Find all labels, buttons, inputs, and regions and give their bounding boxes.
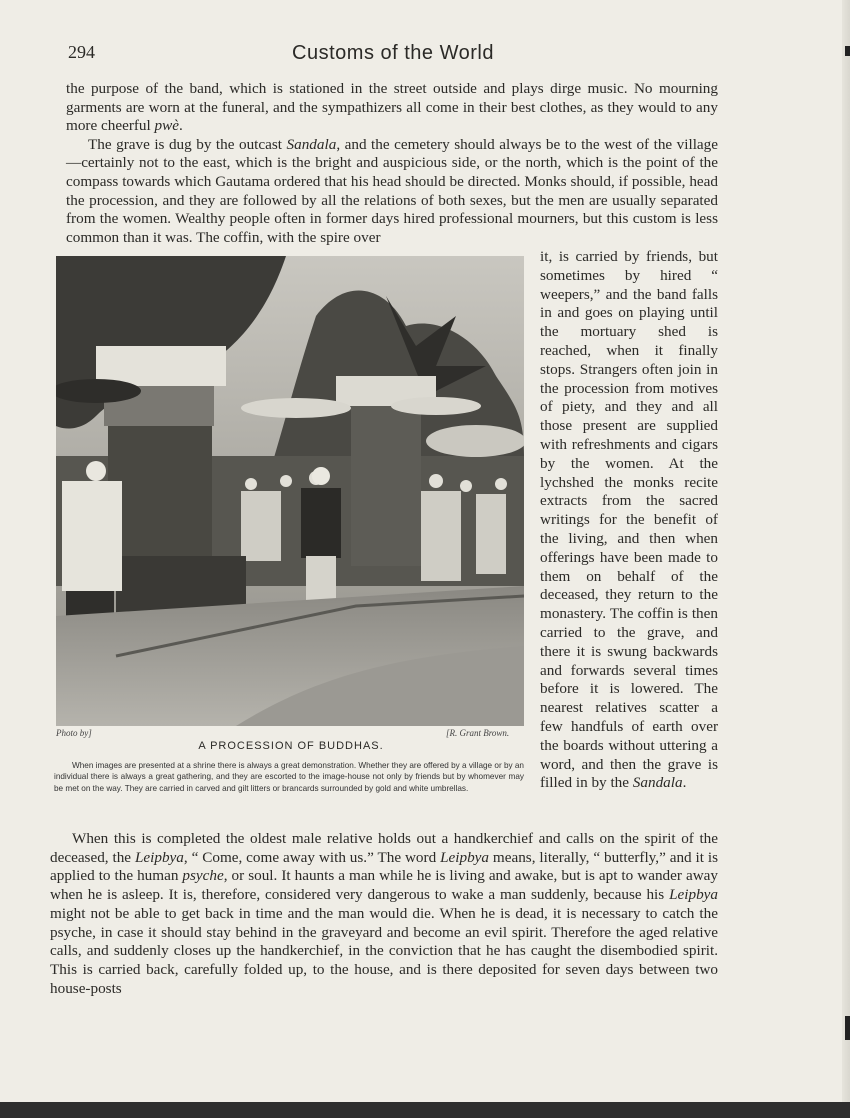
photo-credit-left: Photo by] (56, 728, 92, 738)
page-edge (842, 0, 850, 1102)
text-run: means, literally, “ butterfly,” and it is applied to the human (50, 848, 718, 885)
bottom-text-block (50, 830, 718, 998)
text-run: . (682, 774, 687, 792)
italic-term: psyche (182, 867, 224, 885)
paragraph-procession (540, 248, 718, 793)
procession-photo-illustration (56, 256, 524, 726)
edge-mark (845, 1016, 850, 1040)
italic-term: Sandala (632, 774, 683, 792)
italic-term: Leipbya (669, 886, 718, 904)
running-title: Customs of the World (292, 42, 494, 64)
top-text-block (66, 80, 718, 247)
text-run: , or soul. It haunts a man while he is living and awake, but is apt to wander away when he is asleep. It is, therefore, considered very dangerous to wake a man suddenly, because his (50, 867, 718, 904)
paragraph-grave (66, 136, 718, 248)
text-run: might not be able to get back in time and the man would die. When he is dead, it is necessary to catch the psyche, in case it should stay behind in the graveyard and become an evil spirit. Therefore the aged relative calls, and suddenly closes up the handkerchief, in the conviction that he has caught the disembodied spirit. This is carried back, carefully folded up, to the house, and is there deposited for seven days between two house-posts (50, 904, 718, 997)
figure-caption: When images are presented at a shrine there is always a great demonstration. Whether they are offered by a village or by an individual there is always a great gathering, and they are escorted to the image-house not only by friends but by whomever may be met on the way. They are carried in carved and gilt litters or brancards surrounded by gold and white umbrellas. (54, 761, 524, 793)
italic-term: Leipbya (134, 848, 184, 866)
scan-bottom-bar (0, 1102, 850, 1118)
paragraph-continued (66, 80, 718, 136)
photo-credit-right: [R. Grant Brown. (446, 728, 510, 738)
text-run: it, is carried by friends, but sometimes by hired “ weepers,” and the band falls in and goes on playing until the mortuary shed is reached, when it finally stops. Strangers often join in the procession from motives of piety, and they and all those present are supplied with refreshments and cigars by the women. At the lychshed the monks recite extracts from the sacred writings for the benefit of the living, and then when offerings have been made to them on behalf of the deceased, they return to the monastery. The coffin is then carried to the grave, and there it is swung backwards and forwards several times before it is lowered. The nearest relatives scatter a few handfuls of earth over the boards without uttering a word, and then the grave is filled in by the (540, 248, 718, 792)
text-run: . (179, 117, 183, 135)
text-run: the purpose of the band, which is stationed in the street outside and plays dirge music. No mourning garments are worn at the funeral, and the sympathizers all come in their best clothes, as they would to any more cheerful (66, 80, 718, 135)
figure-title: A PROCESSION OF BUDDHAS. (198, 740, 384, 752)
procession-photo (56, 256, 524, 726)
text-run: The grave is dug by the outcast (88, 135, 287, 153)
text-run: , and the cemetery should always be to the west of the village—certainly not to the east, which is the bright and auspicious side, or the north, which is the point of the compass towards which Gautama ordered that his head should be directed. Monks should, if possible, head the procession, and they are followed by all the relations of both sexes, but the men are usually separated from the women. Wealthy people often in former days hired professional mourners, but this custom is less common than it was. The coffin, with the spire over (66, 135, 718, 246)
procession-figure (56, 256, 526, 726)
italic-term: pwè (154, 117, 180, 135)
paragraph-leipbya (50, 830, 718, 998)
italic-term: Sandala (286, 135, 337, 153)
text-run: When this is completed the oldest male relative holds out a handkerchief and calls on the spirit of the deceased, the (50, 830, 718, 866)
text-run: , “ Come, come away with us.” The word (183, 848, 441, 866)
page-number: 294 (68, 42, 95, 62)
edge-mark (845, 46, 850, 56)
page-header (66, 38, 720, 74)
right-text-column (540, 248, 718, 793)
italic-term: Leipbya (440, 848, 490, 866)
